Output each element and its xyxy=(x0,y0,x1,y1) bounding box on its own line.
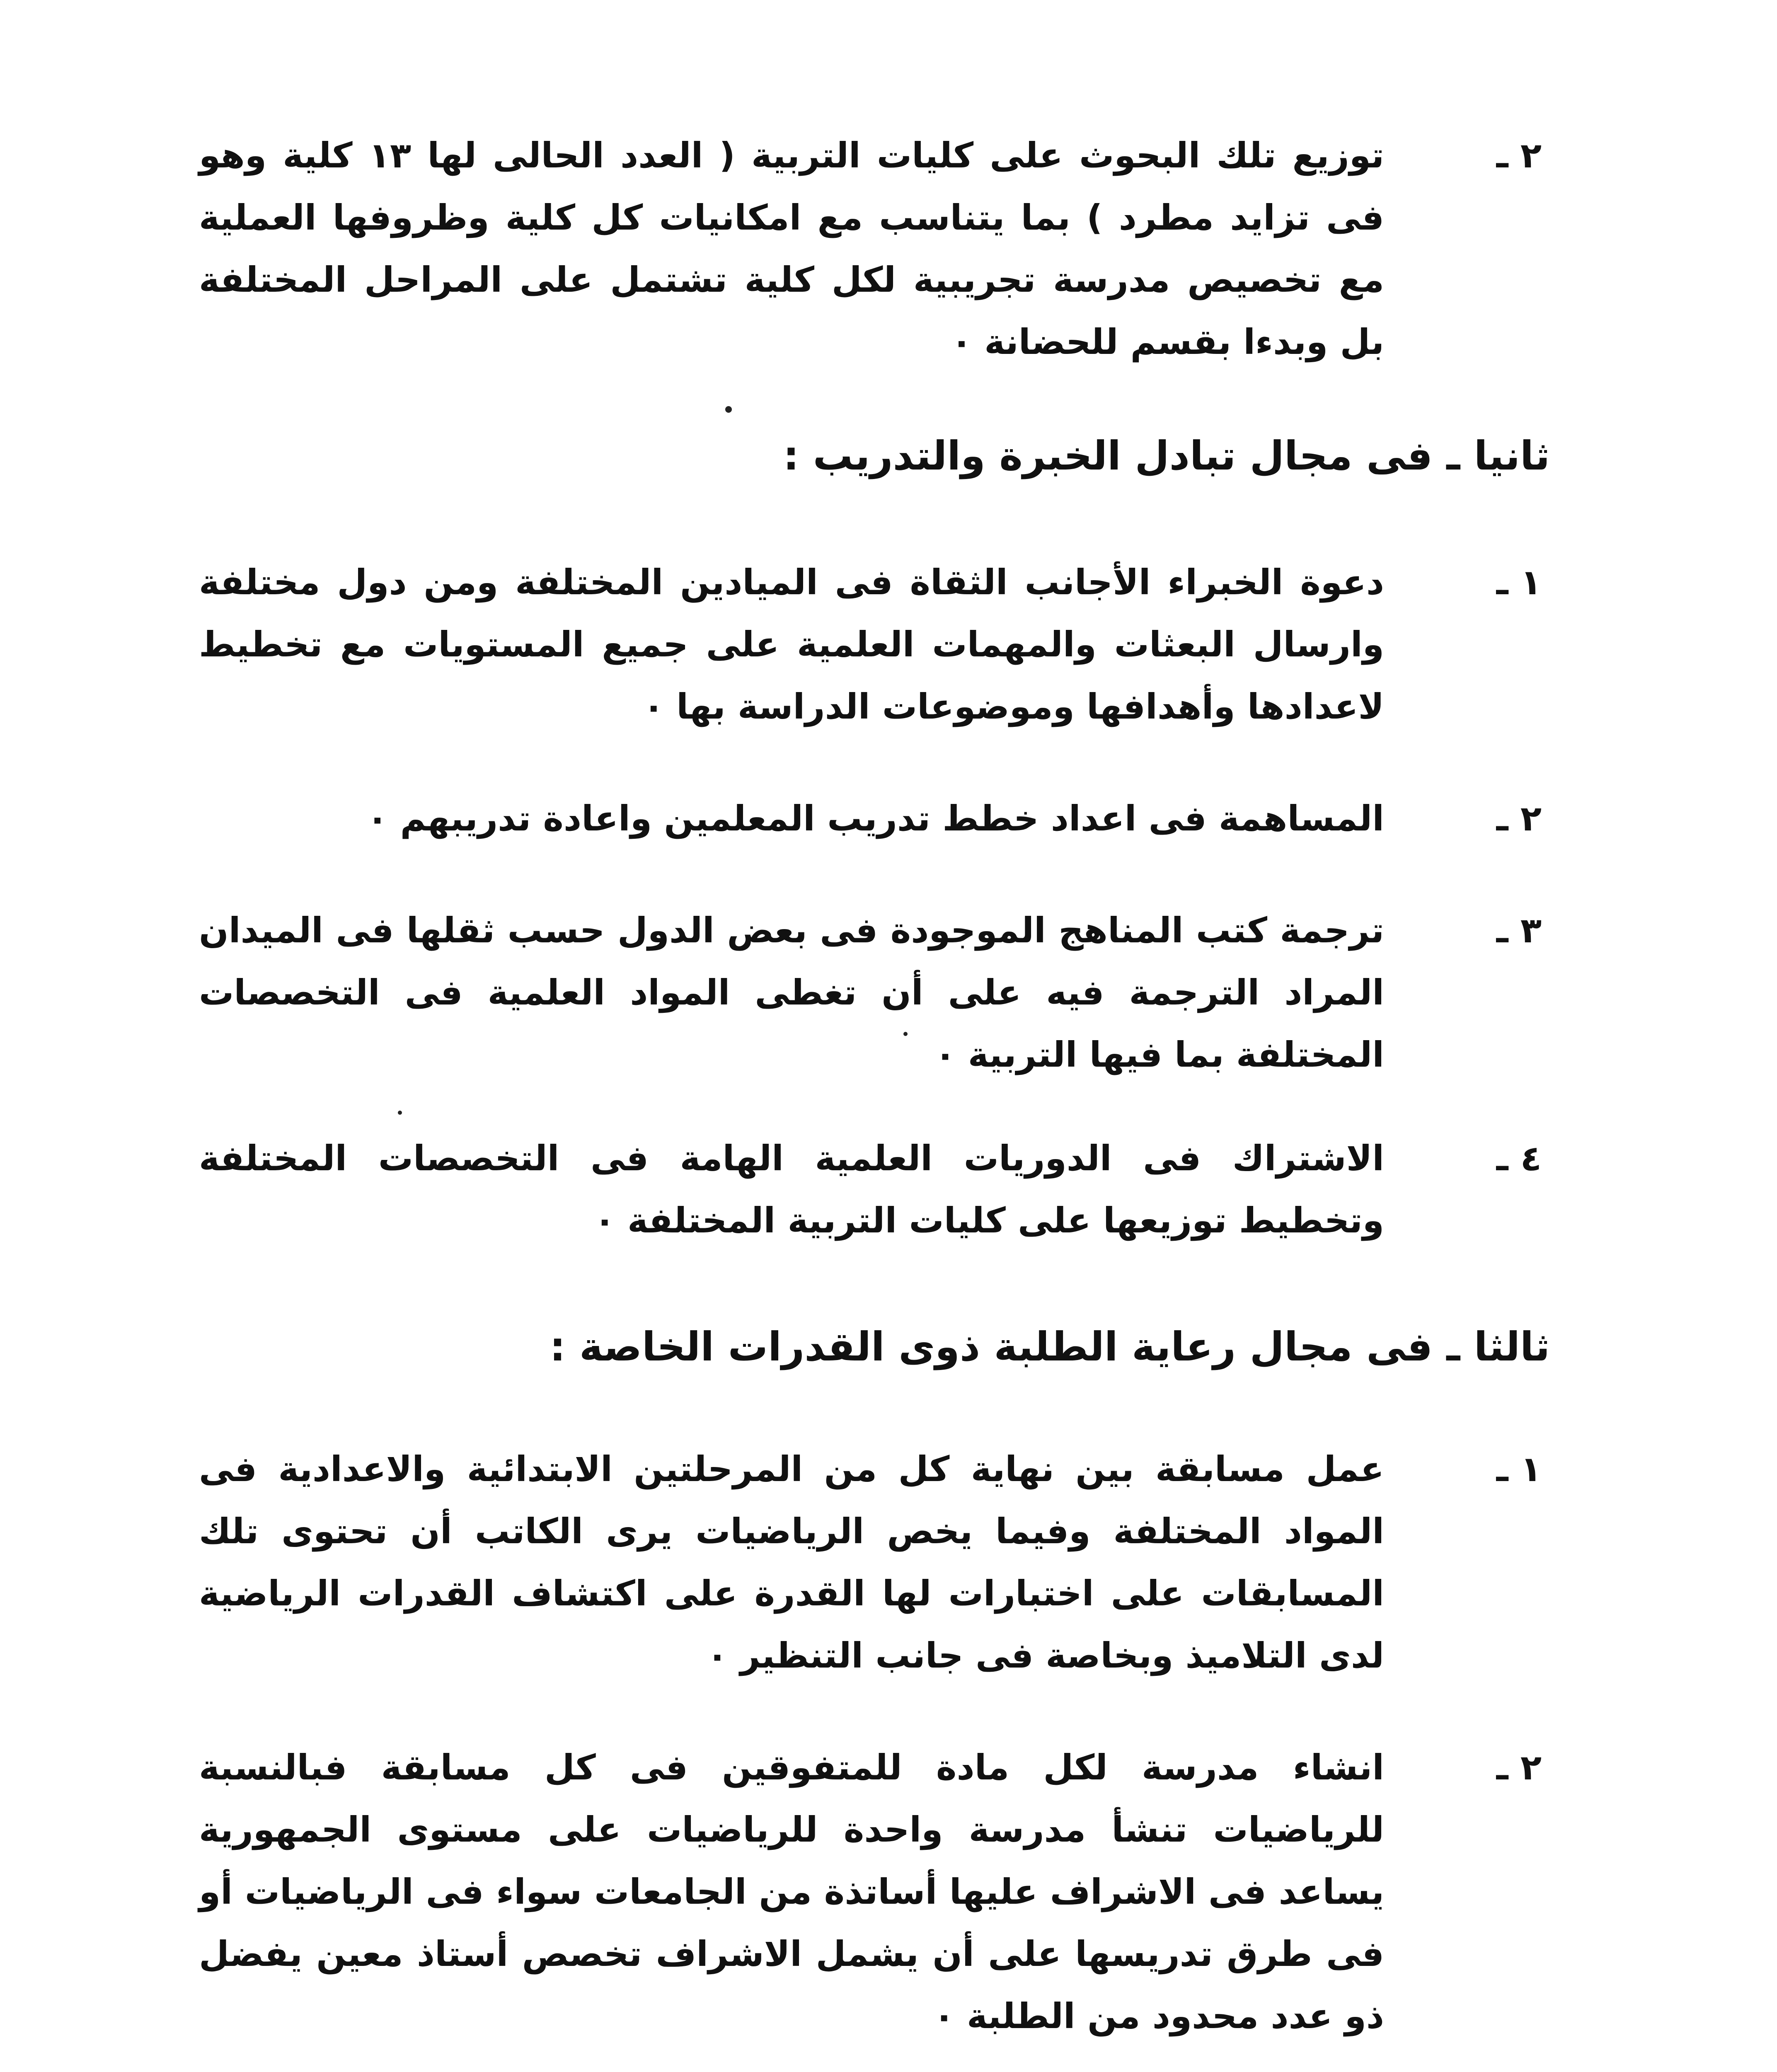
item-text: الاشتراك فى الدوريات العلمية الهامة فى التخصصات المختلفة وتخطيط توزيعها على كليات التربية المختلفة ٠ xyxy=(199,1138,1384,1241)
section3-item-1 xyxy=(199,1438,1542,1687)
list-item xyxy=(199,787,1542,850)
list-item xyxy=(199,124,1542,373)
list-item xyxy=(199,1438,1542,1687)
item-text: المساهمة فى اعداد خطط تدريب المعلمين واعادة تدريبهم ٠ xyxy=(367,798,1384,839)
list-item xyxy=(199,899,1542,1086)
section2-item-3 xyxy=(199,899,1542,1086)
list-item xyxy=(199,551,1542,738)
section2-item-4 xyxy=(199,1127,1542,1251)
item-number: ٢ ـ xyxy=(1496,1747,1542,1788)
item-number: ٢ ـ xyxy=(1496,135,1542,176)
scan-speck xyxy=(398,1111,402,1115)
item-text: دعوة الخبراء الأجانب الثقاة فى الميادين المختلفة ومن دول مختلفة وارسال البعثات والمهمات العلمية على جميع المستويات مع تخطيط لاعدادها وأهدافها وموضوعات الدراسة بها ٠ xyxy=(199,562,1384,727)
list-item xyxy=(199,1127,1542,1251)
scan-speck xyxy=(903,1032,908,1036)
item-text: ترجمة كتب المناهج الموجودة فى بعض الدول حسب ثقلها فى الميدان المراد الترجمة فيه على أن تغطى المواد العلمية فى التخصصات المختلفة بما فيها التربية ٠ xyxy=(199,910,1384,1075)
item-number: ١ ـ xyxy=(1496,1449,1542,1489)
scan-speck xyxy=(725,406,732,413)
item-number: ٣ ـ xyxy=(1496,910,1542,951)
item-text: توزيع تلك البحوث على كليات التربية ( العدد الحالى لها ١٣ كلية وهو فى تزايد مطرد ) بما يتناسب مع امكانيات كل كلية وظروفها العملية مع تخصيص مدرسة تجريبية لكل كلية تشتمل على المراحل المختلفة بل وبدءا بقسم للحضانة ٠ xyxy=(199,135,1384,362)
list-item xyxy=(199,1736,1542,2047)
section3-item-2 xyxy=(199,1736,1542,2047)
section-heading-gifted: ثالثا ـ فى مجال رعاية الطلبة ذوى القدرات الخاصة : xyxy=(550,1324,1550,1370)
section2-item-2 xyxy=(199,787,1542,850)
item-number: ٢ ـ xyxy=(1496,798,1542,839)
item-number: ٤ ـ xyxy=(1496,1138,1542,1179)
top-item xyxy=(199,124,1542,373)
item-number: ١ ـ xyxy=(1496,562,1542,603)
section-heading-training: ثانيا ـ فى مجال تبادل الخبرة والتدريب : xyxy=(783,433,1550,479)
section2-item-1 xyxy=(199,551,1542,738)
document-page xyxy=(199,124,1550,2072)
item-text: انشاء مدرسة لكل مادة للمتفوقين فى كل مسابقة فبالنسبة للرياضيات تنشأ مدرسة واحدة للرياضيات على مستوى الجمهورية يساعد فى الاشراف عليها أساتذة من الجامعات سواء فى الرياضيات أو فى طرق تدريسها على أن يشمل الاشراف تخصص أستاذ معين يفضل ذو عدد محدود من الطلبة ٠ xyxy=(199,1747,1384,2036)
item-text: عمل مسابقة بين نهاية كل من المرحلتين الابتدائية والاعدادية فى المواد المختلفة وفيما يخص الرياضيات يرى الكاتب أن تحتوى تلك المسابقات على اختبارات لها القدرة على اكتشاف القدرات الرياضية لدى التلاميذ وبخاصة فى جانب التنظير ٠ xyxy=(199,1449,1384,1676)
